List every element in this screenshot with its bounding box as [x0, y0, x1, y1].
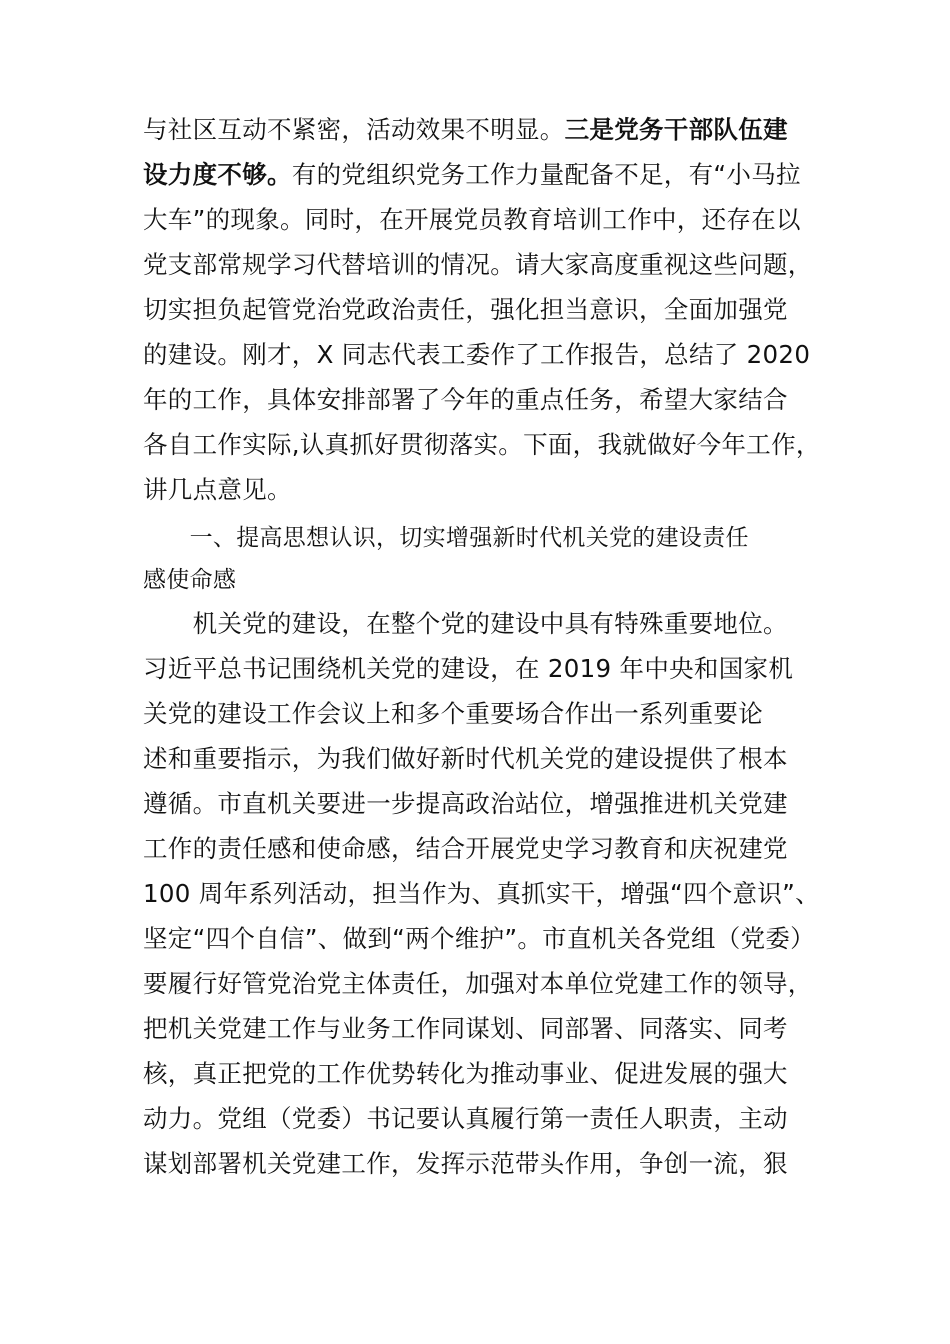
text-segment: 习近平总书记围绕机关党的建设，在 2019 年中央和国家机: [143, 654, 794, 683]
paragraph-line: [143, 737, 788, 781]
text-segment: 把机关党建工作与业务工作同谋划、同部署、同落实、同考: [143, 1014, 788, 1043]
text-segment: 各自工作实际,认真抓好贯彻落实。下面，我就做好今年工作，: [143, 430, 821, 459]
section-heading-line: [143, 558, 236, 602]
text-segment: 的建设。刚才，X 同志代表工委作了工作报告，总结了 2020: [143, 340, 811, 369]
paragraph-line: [143, 647, 793, 691]
text-segment: 与社区互动不紧密，活动效果不明显。: [143, 115, 565, 144]
bold-text-segment: 三是党务干部队伍建: [564, 115, 788, 144]
paragraph-line: [143, 243, 813, 287]
text-segment: 大车”的现象。同时，在开展党员教育培训工作中，还存在以: [143, 205, 801, 234]
paragraph-line: [143, 378, 788, 422]
paragraph-line: [143, 423, 821, 467]
paragraph-line: [143, 333, 810, 377]
paragraph-line: [143, 1142, 788, 1186]
paragraph-line: [143, 153, 801, 197]
paragraph-line: [143, 962, 813, 1006]
paragraph-line: [143, 1007, 788, 1051]
text-segment: 党支部常规学习代替培训的情况。请大家高度重视这些问题，: [143, 250, 813, 279]
paragraph-line: [143, 198, 801, 242]
text-segment: 年的工作，具体安排部署了今年的重点任务，希望大家结合: [143, 385, 788, 414]
text-segment: 讲几点意见。: [143, 475, 292, 504]
paragraph-line: [143, 782, 788, 826]
paragraph-line: [143, 602, 788, 646]
text-segment: 谋划部署机关党建工作，发挥示范带头作用，争创一流，狠: [143, 1149, 788, 1178]
paragraph-line: [143, 827, 788, 871]
text-segment: 要履行好管党治党主体责任，加强对本单位党建工作的领导，: [143, 969, 813, 998]
text-segment: 感使命感: [143, 567, 237, 593]
text-segment: 述和重要指示，为我们做好新时代机关党的建设提供了根本: [143, 744, 788, 773]
text-segment: 有的党组织党务工作力量配备不足，有“小马拉: [291, 160, 801, 189]
paragraph-line: [143, 108, 788, 152]
text-segment: 核，真正把党的工作优势转化为推动事业、促进发展的强大: [143, 1059, 788, 1088]
paragraph-line: [143, 692, 763, 736]
text-segment: 坚定“四个自信”、做到“两个维护”。市直机关各党组（党委）: [143, 924, 815, 953]
text-segment: 动力。党组（党委）书记要认真履行第一责任人职责，主动: [143, 1104, 788, 1133]
section-heading-line: [143, 516, 749, 560]
paragraph-line: [143, 917, 815, 961]
text-segment: 工作的责任感和使命感，结合开展党史学习教育和庆祝建党: [143, 834, 788, 863]
text-segment: 遵循。市直机关要进一步提高政治站位，增强推进机关党建: [143, 789, 788, 818]
paragraph-line: [143, 288, 788, 332]
text-segment: 切实担负起管党治党政治责任，强化担当意识，全面加强党: [143, 295, 788, 324]
text-segment: 机关党的建设，在整个党的建设中具有特殊重要地位。: [143, 609, 788, 638]
paragraph-line: [143, 468, 292, 512]
text-segment: 100 周年系列活动，担当作为、真抓实干，增强“四个意识”、: [143, 879, 820, 908]
paragraph-line: [143, 872, 820, 916]
bold-text-segment: 设力度不够。: [143, 160, 292, 189]
text-segment: 关党的建设工作会议上和多个重要场合作出一系列重要论: [143, 699, 763, 728]
paragraph-line: [143, 1097, 788, 1141]
text-segment: 一、提高思想认识，切实增强新时代机关党的建设责任: [143, 525, 749, 551]
paragraph-line: [143, 1052, 788, 1096]
